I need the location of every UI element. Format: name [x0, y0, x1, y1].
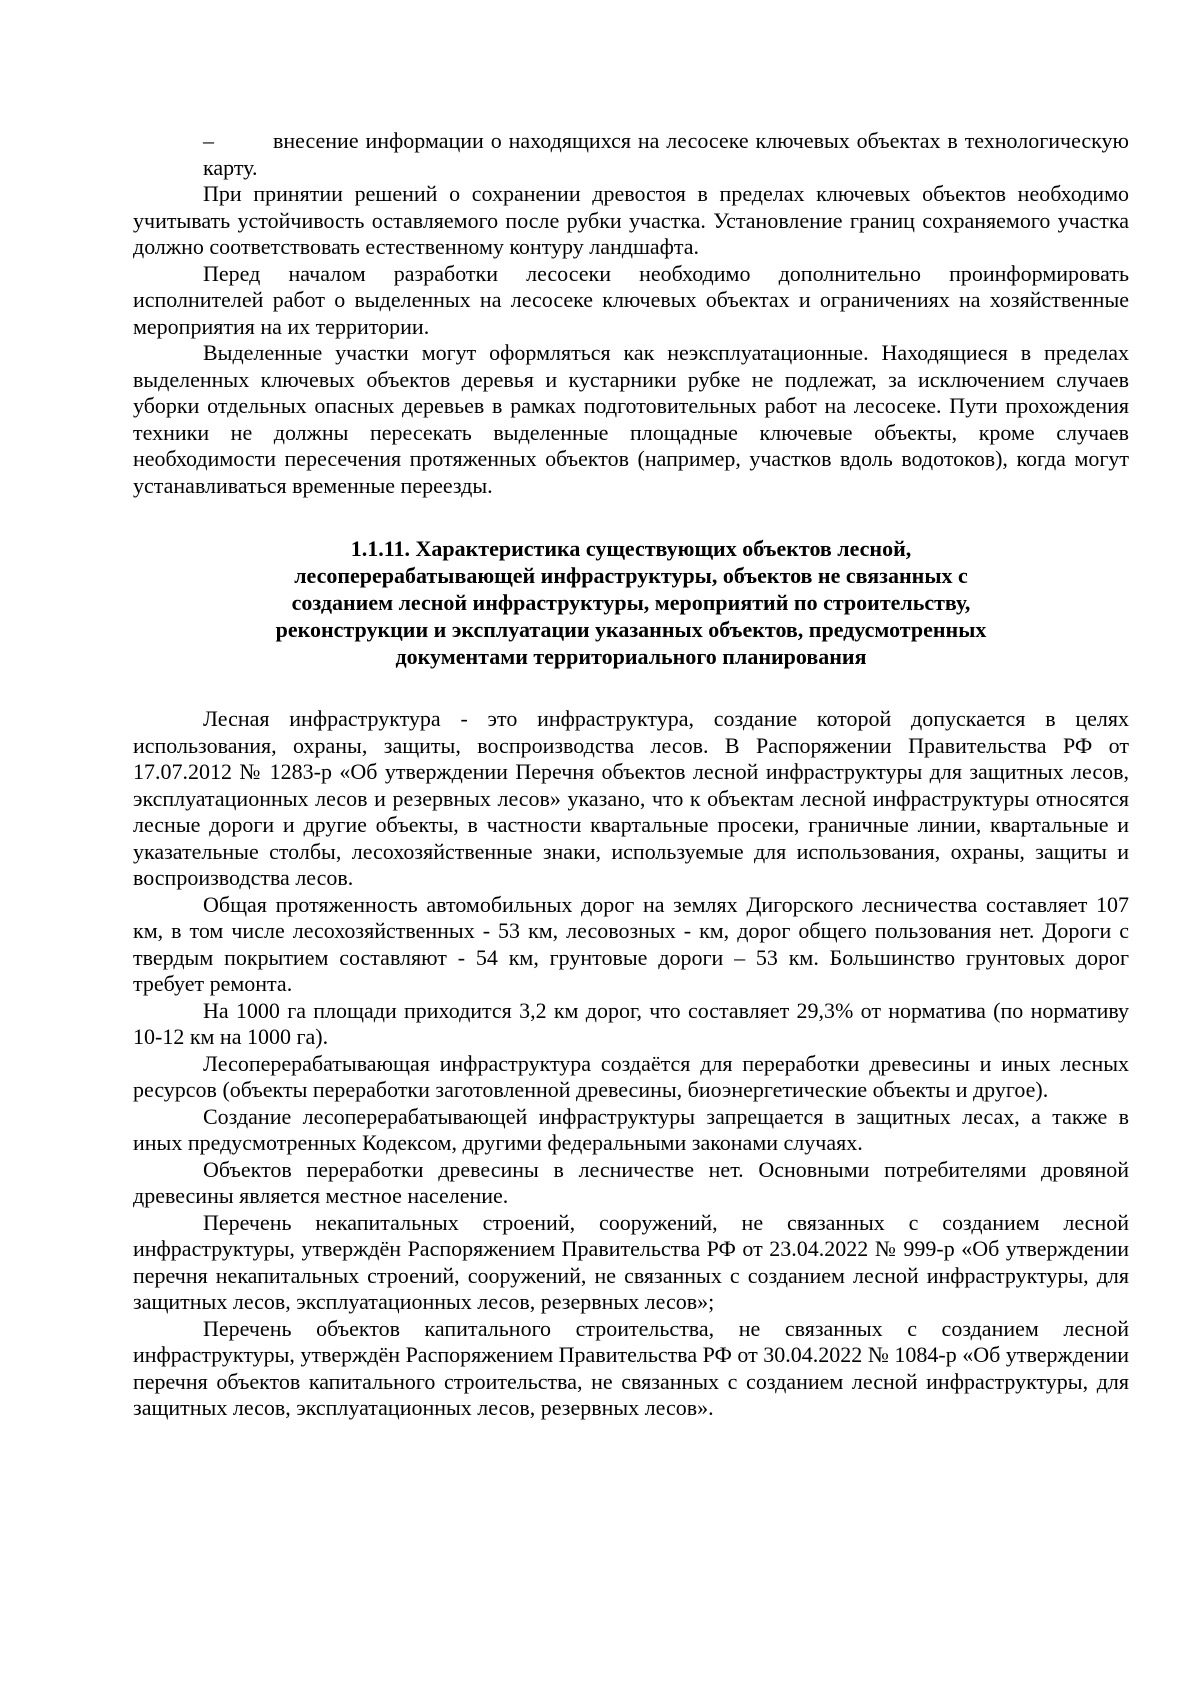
section-heading-line: 1.1.11. Характеристика существующих объектов лесной,: [350, 536, 912, 561]
paragraph: Общая протяженность автомобильных дорог на землях Дигорского лесничества составляет 107 км, в том числе лесохозяйственных - 53 км, лесовозных - км, дорог общего пользования нет. Дороги с твердым покрытием составляют - 54 км, грунтовые дороги – 53 км. Большинство грунтовых дорог требует ремонта.: [133, 891, 1129, 996]
section-heading-line: созданием лесной инфраструктуры, мероприятий по строительству,: [291, 590, 971, 615]
paragraph: Перечень объектов капитального строительства, не связанных с созданием лесной инфраструктуры, утверждён Распоряжением Правительства РФ от 30.04.2022 № 1084-р «Об утверждении перечня объектов капитального строительства, не связанных с созданием лесной инфраструктуры, для защитных лесов, эксплуатационных лесов, резервных лесов».: [133, 1315, 1129, 1420]
section-heading-line: реконструкции и эксплуатации указанных объектов, предусмотренных: [275, 617, 987, 642]
paragraph: Выделенные участки могут оформляться как неэксплуатационные. Находящиеся в пределах выделенных ключевых объектов деревья и кустарники рубке не подлежат, за исключением случаев уборки отдельных опасных деревьев в рамках подготовительных работ на лесосеке. Пути прохождения техники не должны пересекать выделенные площадные ключевые объекты, кроме случаев необходимости пересечения протяженных объектов (например, участков вдоль водотоков), когда могут устанавливаться временные переезды.: [133, 340, 1129, 498]
section-heading: [133, 535, 1129, 670]
paragraph: Перед началом разработки лесосеки необходимо дополнительно проинформировать исполнителей работ о выделенных на лесосеке ключевых объектах и ограничениях на хозяйственные мероприятия на их территории.: [133, 260, 1129, 339]
list-dash: –: [203, 128, 214, 153]
section-heading-line: документами территориального планирования: [395, 644, 867, 669]
paragraph: Объектов переработки древесины в лесничестве нет. Основными потребителями дровяной древесины является местное население.: [133, 1156, 1129, 1208]
paragraph: Создание лесоперерабатывающей инфраструктуры запрещается в защитных лесах, а также в иных предусмотренных Кодексом, другими федеральными законами случаях.: [133, 1103, 1129, 1155]
paragraph: На 1000 га площади приходится 3,2 км дорог, что составляет 29,3% от норматива (по нормативу 10-12 км на 1000 га).: [133, 997, 1129, 1049]
document-page: [133, 128, 1129, 1422]
section-heading-line: лесоперерабатывающей инфраструктуры, объектов не связанных с: [294, 563, 968, 588]
paragraph: Перечень некапитальных строений, сооружений, не связанных с созданием лесной инфраструктуры, утверждён Распоряжением Правительства РФ от 23.04.2022 № 999-р «Об утверждении перечня некапитальных строений, сооружений, не связанных с созданием лесной инфраструктуры, для защитных лесов, эксплуатационных лесов, резервных лесов»;: [133, 1209, 1129, 1314]
paragraph: Лесоперерабатывающая инфраструктура создаётся для переработки древесины и иных лесных ресурсов (объекты переработки заготовленной древесины, биоэнергетические объекты и другое).: [133, 1050, 1129, 1102]
list-item-text: внесение информации о находящихся на лесосеке ключевых объектах в технологическую карту.: [203, 128, 1129, 180]
paragraph: Лесная инфраструктура - это инфраструктура, создание которой допускается в целях использования, охраны, защиты, воспроизводства лесов. В Распоряжении Правительства РФ от 17.07.2012 № 1283-р «Об утверждении Перечня объектов лесной инфраструктуры для защитных лесов, эксплуатационных лесов и резервных лесов» указано, что к объектам лесной инфраструктуры относятся лесные дороги и другие объекты, в частности квартальные просеки, граничные линии, квартальные и указательные столбы, лесохозяйственные знаки, используемые для использования, охраны, защиты и воспроизводства лесов.: [133, 706, 1129, 890]
list-item: [133, 128, 1129, 181]
paragraph: При принятии решений о сохранении древостоя в пределах ключевых объектов необходимо учитывать устойчивость оставляемого после рубки участка. Установление границ сохраняемого участка должно соответствовать естественному контуру ландшафта.: [133, 181, 1129, 259]
